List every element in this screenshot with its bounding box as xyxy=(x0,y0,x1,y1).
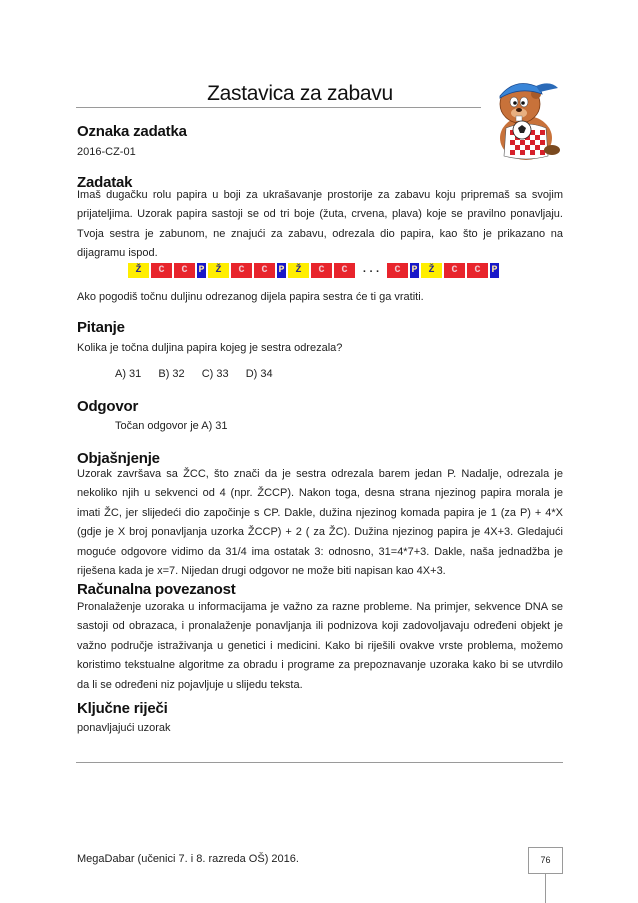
answer-option-a: A) 31 xyxy=(115,368,142,380)
answer-options xyxy=(115,368,287,380)
strip-cell-crvena: C xyxy=(311,263,332,278)
strip-cell-crvena: C xyxy=(334,263,355,278)
strip-cell-zuta: Ž xyxy=(288,263,309,278)
strip-cell-plava: P xyxy=(491,265,498,276)
strip-cell-crvena: C xyxy=(231,263,252,278)
answer-option-b: B) 32 xyxy=(158,368,185,380)
footer-text: MegaDabar (učenici 7. i 8. razreda OŠ) 2016. xyxy=(77,853,299,865)
page-title: Zastavica za zabavu xyxy=(207,82,393,105)
page-number: 76 xyxy=(528,847,563,874)
strip-cell-crvena: C xyxy=(444,263,465,278)
keywords-heading: Ključne riječi xyxy=(77,700,168,717)
strip-cell-plava: P xyxy=(198,265,205,276)
footer-divider xyxy=(76,762,563,763)
question-heading: Pitanje xyxy=(77,319,125,336)
explanation-text: Uzorak završava sa ŽCC, što znači da je sestra odrezala barem jedan P. Nadalje, odrezala je nekoliko njih u sekvenci od 4 (npr. ŽCCP). Nakon toga, desna strana njezinog papira morala je imati ŽC, jer slijedeći dio započinje s CP. Dakle, dužina njezinog komada papira je 1 (za P) + 4*X (gdje je X broj ponavljanja uzorka ŽCCP) + 2 ( za ŽC). Dužina njezinog papira je 4X+3. Gledajući moguće odgovore vidimo da 31/4 ima ostatak 3: odnosno, 31=4*7+3. Dakle, naša jednadžba je riješena kada je x=7. Nijedan drugi odgovor ne može biti napisan kao 4X+3. xyxy=(77,468,563,578)
strip-cell-zuta: Ž xyxy=(128,263,149,278)
task-text: Imaš dugačku rolu papira u boji za ukrašavanje prostorije za zabavu koju pripremaš sa svojim prijateljima. Uzorak papira sastoji se od tri boje (žuta, crvena, plava) koje se pravilno ponavljaju. Tvoja sestra je zabunom, ne znajući za zabavu, odrezala dio papira, kao što je prikazano na dijagramu ispod. xyxy=(77,189,563,260)
question-text: Kolika je točna duljina papira kojeg je sestra odrezala? xyxy=(77,342,343,354)
page-number-line xyxy=(545,874,546,903)
answer-option-c: C) 33 xyxy=(201,368,229,380)
strip-cell-crvena: C xyxy=(174,263,195,278)
strip-cell-zuta: Ž xyxy=(421,263,442,278)
strip-cell-crvena: C xyxy=(254,263,275,278)
task-heading: Zadatak xyxy=(77,174,133,191)
beaver-mascot-icon xyxy=(486,70,568,162)
task-after-text: Ako pogodiš točnu duljinu odrezanog dijela papira sestra će ti ga vratiti. xyxy=(77,291,424,303)
answer-option-d: D) 34 xyxy=(245,368,273,380)
strip-cell-crvena: C xyxy=(467,263,488,278)
keywords-text: ponavljajući uzorak xyxy=(77,722,171,734)
strip-cell-zuta: Ž xyxy=(208,263,229,278)
task-id-heading: Oznaka zadatka xyxy=(77,123,187,140)
explanation-heading: Objašnjenje xyxy=(77,450,160,467)
strip-cell-plava: P xyxy=(411,265,418,276)
task-id: 2016-CZ-01 xyxy=(77,146,136,158)
informatics-heading: Računalna povezanost xyxy=(77,581,236,598)
strip-cell-plava: P xyxy=(278,265,285,276)
answer-text: Točan odgovor je A) 31 xyxy=(115,420,228,432)
title-divider xyxy=(76,107,481,108)
strip-cell-crvena: C xyxy=(387,263,408,278)
answer-heading: Odgovor xyxy=(77,398,139,415)
strip-ellipsis: ... xyxy=(361,264,381,276)
color-pattern-strip xyxy=(128,263,542,278)
informatics-text: Pronalaženje uzoraka u informacijama je važno za razne probleme. Na primjer, sekvence DNA se sastoji od obrazaca, i pronalaženje ponavljanja ili podnizova koji zadovoljavaju određeni objekt je važno područje istraživanja u genetici i medicini. Kako bi riješili ovakve vrste problema, možemo koristimo tekstualne algoritme za obradu i programe za prepoznavanje uzoraka kako bi se utvrdilo da li se određeni niz pojavljuje u slijedu teksta. xyxy=(77,601,563,691)
strip-cell-crvena: C xyxy=(151,263,172,278)
